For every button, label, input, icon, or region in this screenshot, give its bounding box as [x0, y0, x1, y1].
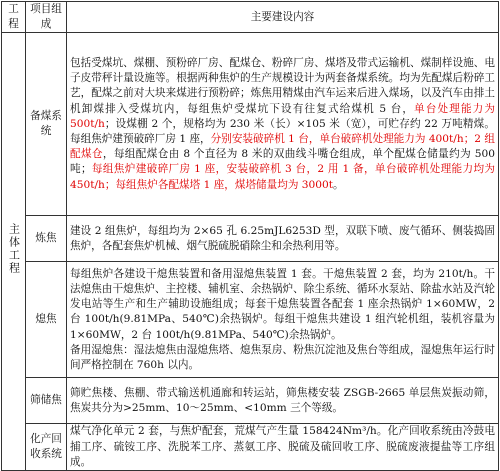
content-text: 每组焦炉各建设干熄焦装置和备用湿熄焦装置 1 套。干熄焦装置 2 套，均为 210t/h。干法熄焦由干熄焦炉、主控楼、辅机室、余热锅炉、除尘系统、循环水泵站、除盐水站及汽轮发电站等生产和生产辅助设施组成；每套干熄焦装置各配套 1 座余热锅炉 1×60MW，2 台 100t/h(9.81MPa、540℃)余热锅炉。每组干熄焦共建设 1 组汽轮机组，装机容量为 1×60MW，2 台 100t/h(9.81MPa、540℃)余热锅炉。 [70, 267, 495, 341]
content-text: 。 [333, 178, 344, 191]
content-text: 备用湿熄焦：湿法熄焦由湿熄焦塔、熄焦泵房、粉焦沉淀池及焦台等组成，湿熄焦年运行时间严格控制在 760h 以内。 [70, 343, 495, 371]
table-row [2, 424, 499, 471]
row-name: 炼焦 [26, 216, 67, 262]
content-text: ；设煤棚 2 个，规格均为 230 米（长）×105 米（宽），可贮存约 22 万吨精煤。每组焦炉建预破碎厂房 1 座， [70, 117, 495, 145]
row-name: 熄焦 [26, 262, 67, 378]
content-text: 包括受煤坑、煤棚、预粉碎厂房、配煤仓、粉碎厂房、煤塔及带式运输机、煤制样设施、电子皮带秤计量设施等。根据两种焦炉的生产规模设计为两套备煤系统。均为先配煤后粉碎工艺，配煤之前对大块来煤进行预粉碎；炼焦用精煤由汽车运来后进入煤场，以及汽车由排土机卸煤排入受煤坑内，每组焦炉受煤坑下设有往复式给煤机 5 台， [70, 56, 495, 115]
table-row [2, 262, 499, 378]
content-text: 每组焦炉建破碎厂房 1 座，安装破碎机 3 台，2 用 1 备，单台破碎机处理能力均为 450t/h；每组焦炉各配煤塔 1 座，煤塔储量均为 3000t [70, 163, 496, 191]
construction-content-table [1, 1, 499, 471]
group-cell [2, 33, 26, 471]
content-text: 煤气净化单元 2 套，与焦炉配套，荒煤气产生量 158424Nm³/h。化产回收系统由冷鼓电捕工序、硫铵工序、洗脱苯工序、蒸氨工序、脱硫及硫回收工序、脱硫废液提盐等工序组成。 [70, 425, 495, 468]
table-row [2, 216, 499, 262]
row-name: 备煤系统 [26, 33, 67, 216]
table-header-row [2, 2, 499, 33]
row-content [67, 262, 499, 378]
content-text: 单台处理能力为 500t/h [70, 102, 495, 130]
content-text: 分别安装破碎机 1 台，单台破碎机处理能力为 400t/h；2 组配煤仓 [70, 133, 495, 161]
table-row [2, 378, 499, 424]
row-content [67, 33, 499, 216]
row-name: 化产回收系统 [26, 424, 67, 471]
content-text: 筛贮焦楼、焦棚、带式输送机通廊和转运站，筛焦楼安装 ZSGB-2665 单层焦炭振动筛，焦炭共分为>25mm、10～25mm、<10mm 三个等级。 [70, 386, 495, 414]
header-project: 工程 [2, 2, 26, 33]
row-content [67, 424, 499, 471]
group-label: 主体工程 [7, 223, 21, 276]
content-text: ，每组配煤仓由 8 个直径为 8 米的双曲线斗嘴仓组成，单个配煤仓储量约为 500 吨； [70, 148, 495, 176]
content-text: 建设 2 组焦炉，每组均为 2×65 孔 6.25mJL6253D 型，双联下喷、废气循环、侧装捣固焦炉，各配套焦炉机械、烟气脱硫脱硝除尘和余热利用等。 [70, 224, 495, 252]
row-content [67, 216, 499, 262]
row-content [67, 378, 499, 424]
row-name: 筛储焦 [26, 378, 67, 424]
header-component: 项目组成 [26, 2, 67, 33]
header-main-content: 主要建设内容 [67, 2, 499, 33]
table-row [2, 33, 499, 216]
